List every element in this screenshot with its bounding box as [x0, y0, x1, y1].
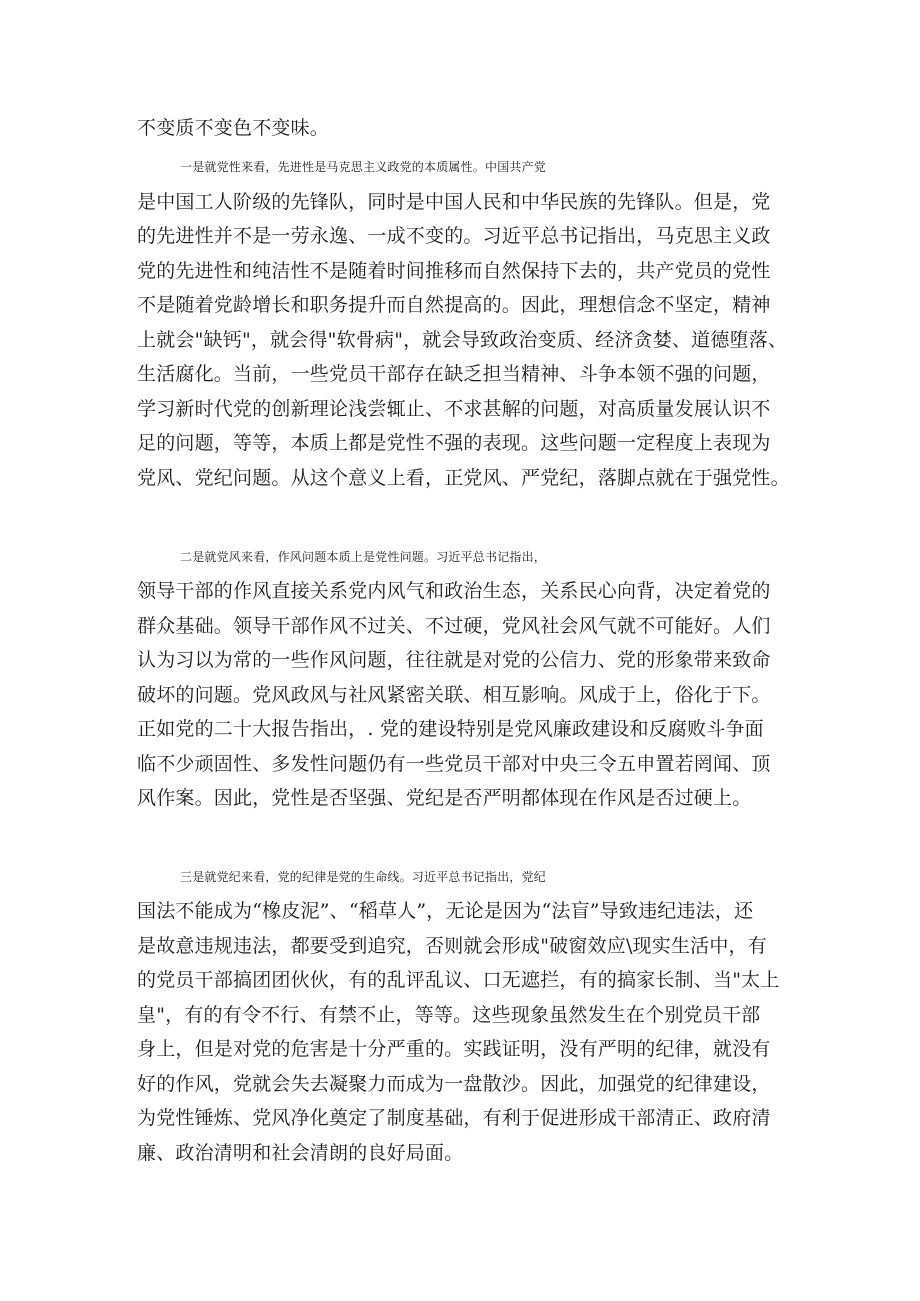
paragraph-2-line: 二是就党风来看，作风问题本质上是党性问题。习近平总书记指出，	[180, 550, 547, 564]
paragraph-2-line: 群众基础。领导干部作风不过关、不过硬，党风社会风气就不可能好。人们	[137, 615, 771, 637]
paragraph-3-line: 为党性锤炼、党风净化奠定了制度基础，有利于促进形成干部清正、政府清	[137, 1107, 771, 1129]
paragraph-1-line: 上就会"缺钙"，就会得"软骨病"，就会导致政治变质、经济贪婪、道德堕落、	[137, 329, 788, 351]
paragraph-3-line: 廉、政治清明和社会清朗的良好局面。	[137, 1142, 464, 1164]
paragraph-3-line: 三是就党纪来看，党的纪律是党的生命线。习近平总书记指出，党纪	[180, 870, 547, 884]
paragraph-1-line: 不是随着党龄增长和职务提升而自然提高的。因此，理想信念不坚定，精神	[137, 294, 771, 316]
paragraph-3-line: 国法不能成为“橡皮泥”、“稻草人”，无论是因为“法盲”导致违纪违法，还	[137, 900, 754, 922]
paragraph-2-line: 临不少顽固性、多发性问题仍有一些党员干部对中央三令五申置若罔闻、顶	[137, 753, 771, 775]
paragraph-1-line: 生活腐化。当前，一些党员干部存在缺乏担当精神、斗争本领不强的问题，	[137, 363, 771, 385]
paragraph-1-line: 足的问题，等等，本质上都是党性不强的表现。这些问题一定程度上表现为	[137, 432, 771, 454]
paragraph-1-line: 的先进性并不是一劳永逸、一成不变的。习近平总书记指出，马克思主义政	[137, 225, 771, 247]
paragraph-3-line: 是故意违规违法，都要受到追究，否则就会形成"破窗效应\现实生活中，有	[137, 935, 767, 957]
paragraph-1-line: 是中国工人阶级的先锋队，同时是中国人民和中华民族的先锋队。但是，党	[137, 191, 771, 213]
paragraph-2-line: 正如党的二十大报告指出，. 党的建设特别是党风廉政建设和反腐败斗争面	[137, 718, 764, 740]
paragraph-3-line: 皇"，有的有令不行、有禁不止，等等。这些现象虽然发生在个别党员干部	[137, 1004, 761, 1026]
paragraph-1-line: 学习新时代党的创新理论浅尝辄止、不求甚解的问题，对高质量发展认识不	[137, 398, 771, 420]
paragraph-3-line: 好的作风，党就会失去凝聚力而成为一盘散沙。因此，加强党的纪律建设，	[137, 1073, 771, 1095]
paragraph-2-line: 领导干部的作风直接关系党内风气和政治生态，关系民心向背，决定着党的	[137, 580, 771, 602]
paragraph-1-line: 一是就党性来看，先进性是马克思主义政党的本质属性。中国共产党	[180, 160, 547, 174]
text-line: 不变质不变色不变味。	[137, 117, 330, 139]
paragraph-2-line: 认为习以为常的一些作风问题，往往就是对党的公信力、党的形象带来致命	[137, 649, 771, 671]
paragraph-2-line: 风作案。因此，党性是否坚强、党纪是否严明都体现在作风是否过硬上。	[137, 787, 752, 809]
paragraph-3-line: 的党员干部搞团团伙伙，有的乱评乱议、口无遮拦，有的搞家长制、当"太上	[137, 969, 780, 991]
paragraph-1-line: 党的先进性和纯洁性不是随着时间推移而自然保持下去的，共产党员的党性	[137, 260, 771, 282]
paragraph-2-line: 破坏的问题。党风政风与社风紧密关联、相互影响。风成于上，俗化于下。	[137, 684, 771, 706]
paragraph-3-line: 身上，但是对党的危害是十分严重的。实践证明，没有严明的纪律，就没有	[137, 1038, 771, 1060]
paragraph-1-line: 党风、党纪问题。从这个意义上看，正党风、严党纪，落脚点就在于强党性。	[137, 467, 790, 489]
